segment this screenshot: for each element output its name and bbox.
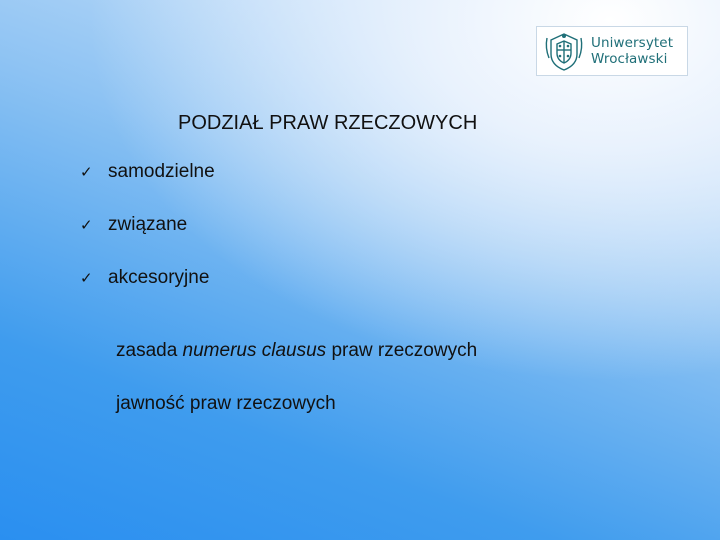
check-icon: ✓ xyxy=(80,163,93,181)
crest-icon xyxy=(541,28,587,74)
logo-line-1: Uniwersytet xyxy=(591,35,674,51)
logo-line-2: Wrocławski xyxy=(591,51,668,67)
check-icon: ✓ xyxy=(80,216,93,234)
list-item xyxy=(80,160,215,184)
list-item-label: związane xyxy=(108,214,188,235)
university-logo xyxy=(536,26,688,76)
list-item-label: samodzielne xyxy=(108,161,215,182)
note-numerus-clausus xyxy=(116,340,477,362)
list-item-label: akcesoryjne xyxy=(108,267,210,288)
note-suffix: praw rzeczowych xyxy=(326,340,478,361)
logo-wordmark xyxy=(591,35,673,67)
note-prefix: zasada xyxy=(116,340,183,361)
note-italic-term: numerus clausus xyxy=(182,340,327,361)
check-icon: ✓ xyxy=(80,269,93,287)
list-item xyxy=(80,213,215,237)
bullet-list xyxy=(80,160,215,319)
list-item xyxy=(80,266,215,290)
note-jawnosc: jawność praw rzeczowych xyxy=(116,393,336,414)
slide-title: PODZIAŁ PRAW RZECZOWYCH xyxy=(178,112,478,134)
